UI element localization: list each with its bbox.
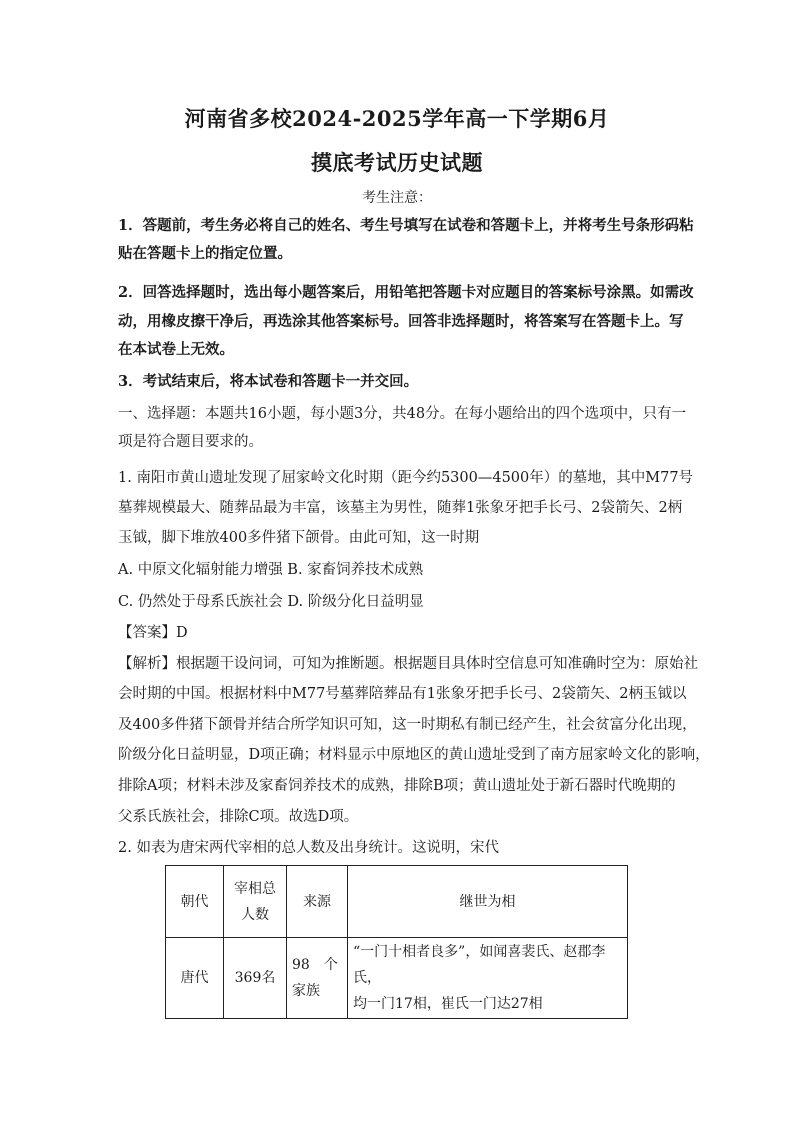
header-count-line1: 宰相总 — [234, 880, 276, 897]
q1-analysis: 排除A项；材料未涉及家畜饲养技术的成熟，排除B项；黄山遗址处于新石器时代晚期的 — [118, 778, 676, 794]
q1-analysis: 【解析】根据题干设问词，可知为推断题。根据题目具体时空信息可知准确时空为：原始社 — [118, 656, 698, 672]
detail-line2: 均一门17相，崔氏一门达27相 — [353, 996, 543, 1012]
notice-line: 3．考试结束后，将本试卷和答题卡一并交回。 — [118, 373, 419, 390]
table-header-cell — [224, 866, 287, 938]
q1-analysis: 及400多件猪下颌骨并结合所学知识可知，这一时期私有制已经产生，社会贫富分化出现， — [118, 717, 697, 733]
table-header-cell — [287, 866, 348, 938]
table-cell-dynasty — [166, 938, 224, 1019]
table-cell-count — [224, 938, 287, 1019]
q1-options: C. 仍然处于母系氏族社会 D. 阶级分化日益明显 — [118, 594, 424, 610]
q1-options: A. 中原文化辐射能力增强 B. 家畜饲养技术成熟 — [118, 562, 424, 578]
header-dynasty: 朝代 — [180, 893, 209, 910]
q1-answer: 【答案】D — [118, 625, 188, 641]
table-row — [166, 938, 628, 1019]
dynasty-value: 唐代 — [180, 970, 209, 986]
notice-line: 1．答题前，考生务必将自己的姓名、考生号填写在试卷和答题卡上，并将考生号条形码粘 — [118, 217, 694, 234]
exam-title-line1: 河南省多校2024-2025学年高一下学期6月 — [184, 106, 610, 131]
notice-line: 动，用橡皮擦干净后，再选涂其他答案标号。回答非选择题时，将答案写在答题卡上。写 — [118, 313, 684, 330]
table-header-row — [166, 866, 628, 938]
table-header-cell — [166, 866, 224, 938]
q1-stem: 墓葬规模最大、随葬品最为丰富，该墓主为男性，随葬1张象牙把手长弓、2袋箭矢、2柄 — [118, 500, 683, 516]
q1-analysis: 会时期的中国。根据材料中M77号墓葬陪葬品有1张象牙把手长弓、2袋箭矢、2柄玉钺以 — [118, 686, 687, 702]
source-line1: 98 个 — [292, 957, 338, 973]
notice-line: 2．回答选择题时，选出每小题答案后，用铅笔把答题卡对应题目的答案标号涂黑。如需改 — [118, 284, 694, 301]
section-instruction: 一、选择题：本题共16小题，每小题3分，共48分。在每小题给出的四个选项中，只有一 — [118, 406, 687, 422]
source-line2: 家族 — [292, 983, 320, 999]
q1-stem: 1. 南阳市黄山遗址发现了屈家岭文化时期（距今约5300—4500年）的墓地，其中M77号 — [118, 470, 694, 486]
header-count-line2: 人数 — [241, 906, 269, 923]
q1-stem: 玉钺，脚下堆放400多件猪下颌骨。由此可知，这一时期 — [118, 530, 480, 546]
detail-line1: “一门十相者良多”，如闻喜裴氏、赵郡李氏， — [353, 944, 606, 986]
table-cell-source — [287, 938, 348, 1019]
exam-title-line2: 摸底考试历史试题 — [311, 150, 483, 175]
q2-stem: 2. 如表为唐宋两代宰相的总人数及出身统计。这说明，宋代 — [118, 840, 499, 856]
count-value: 369名 — [234, 970, 276, 986]
q1-analysis: 父系氏族社会，排除C项。故选D项。 — [118, 809, 359, 825]
notice-line: 在本试卷上无效。 — [118, 341, 234, 358]
section-instruction: 项是符合题目要求的。 — [118, 434, 263, 450]
q1-analysis: 阶级分化日益明显，D项正确；材料显示中原地区的黄山遗址受到了南方屈家岭文化的影响， — [118, 747, 710, 763]
notice-heading: 考生注意： — [362, 190, 432, 206]
table-cell-detail — [348, 938, 628, 1019]
notice-line: 贴在答题卡上的指定位置。 — [118, 245, 292, 262]
header-source: 来源 — [303, 893, 331, 910]
header-detail: 继世为相 — [459, 893, 516, 910]
table-header-cell — [348, 866, 628, 938]
q2-table — [165, 865, 628, 1019]
